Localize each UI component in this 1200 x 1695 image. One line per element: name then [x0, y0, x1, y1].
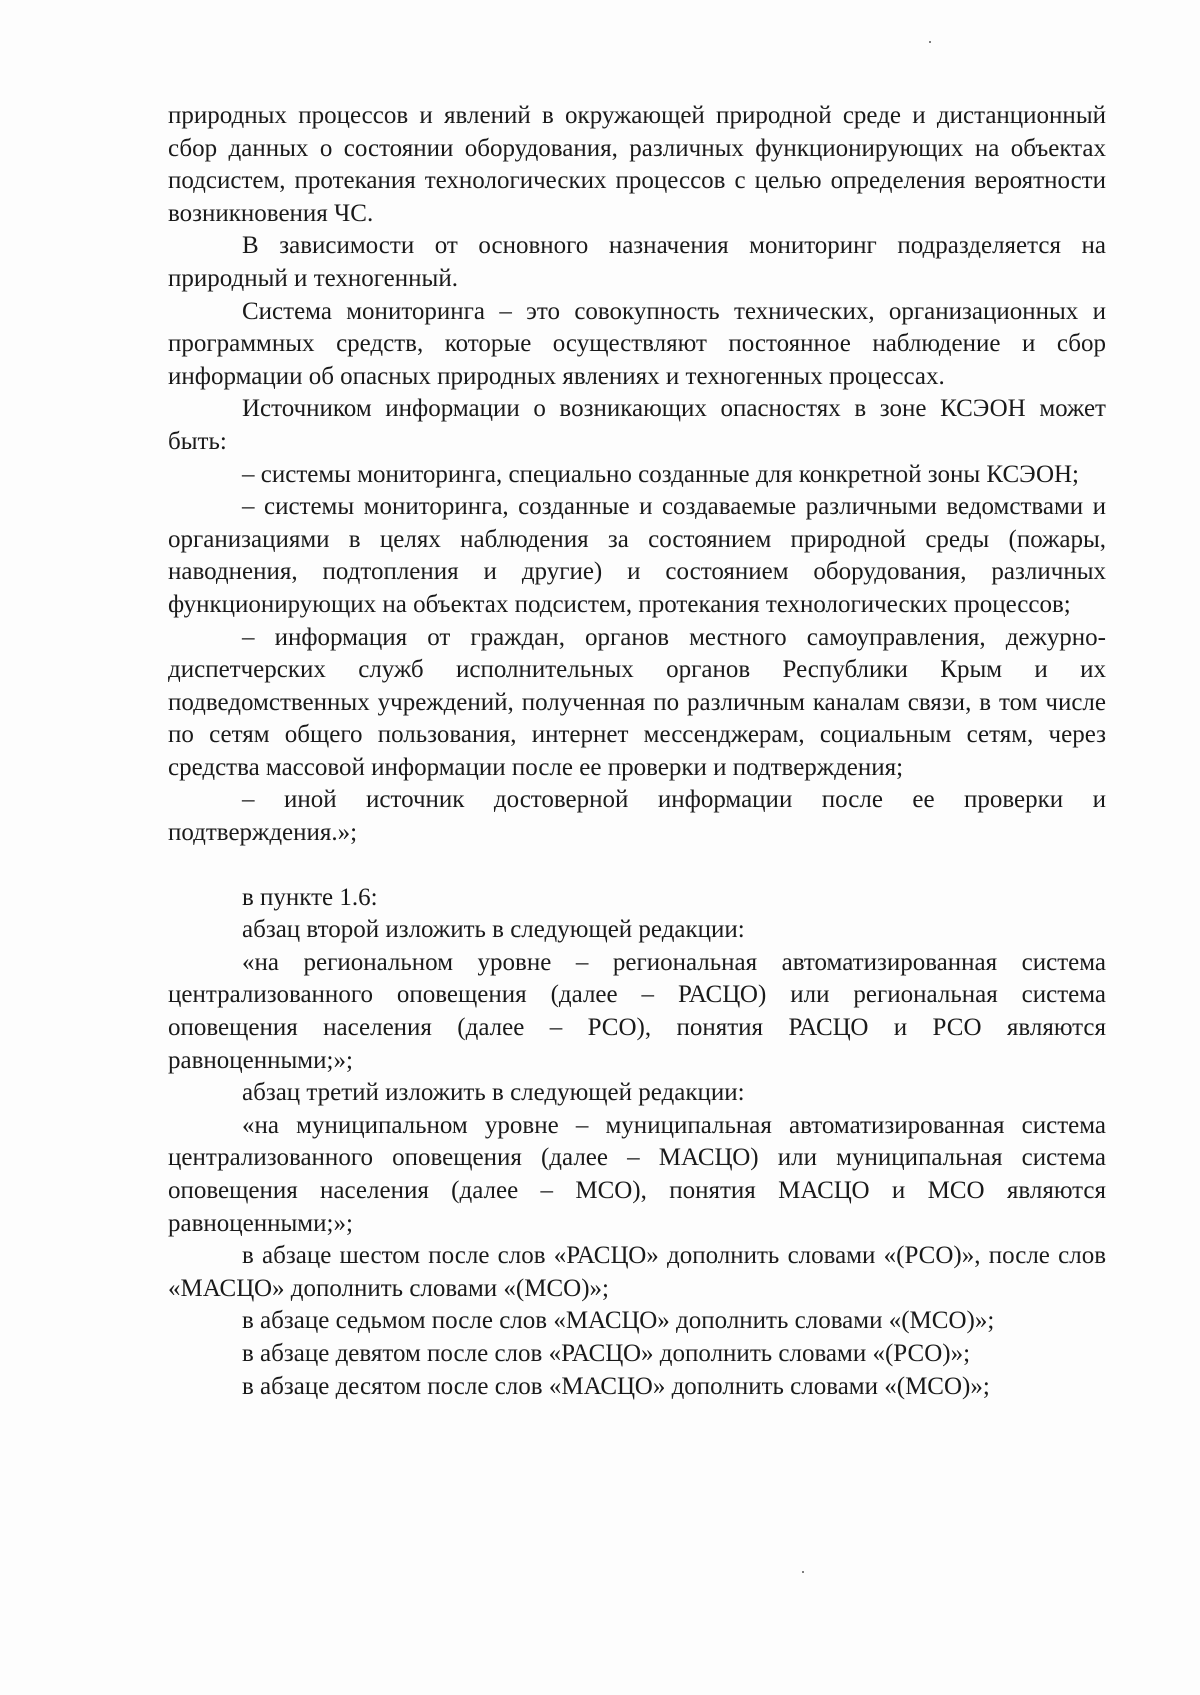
scan-speck — [802, 1571, 804, 1573]
paragraph-continuation: природных процессов и явлений в окружающей природной среде и дистанционный сбор данных о состоянии оборудования, различных функционирующих на объектах подсистем, протекания технологических процессов с целью определения вероятности возникновения ЧС. — [168, 102, 1106, 227]
paragraph-gap — [168, 850, 1106, 882]
paragraph-clause-heading: в пункте 1.6: — [242, 883, 378, 911]
scan-speck — [929, 41, 931, 43]
paragraph-amendment: в абзаце десятом после слов «МАСЦО» дополнить словами «(МСО)»; — [242, 1372, 990, 1400]
list-item-source: – иной источник достоверной информации после ее проверки и подтверждения.»; — [168, 786, 1106, 847]
document-body — [168, 100, 1106, 1403]
paragraph-amendment: в абзаце шестом после слов «РАСЦО» дополнить словами «(РСО)», после слов «МАСЦО» дополнить словами «(МСО)»; — [168, 1242, 1106, 1302]
paragraph-amendment: в абзаце девятом после слов «РАСЦО» дополнить словами «(РСО)»; — [242, 1339, 971, 1367]
paragraph-monitoring-purpose: В зависимости от основного назначения мониторинг подразделяется на природный и техногенный. — [168, 232, 1106, 292]
paragraph-information-sources: Источником информации о возникающих опасностях в зоне КСЭОН может быть: — [168, 395, 1106, 455]
paragraph-amendment: абзац третий изложить в следующей редакции: — [242, 1079, 745, 1107]
paragraph-amendment: абзац второй изложить в следующей редакции: — [242, 916, 745, 944]
list-item-source: – системы мониторинга, созданные и создаваемые различными ведомствами и организациями в целях наблюдения за состоянием природной среды (пожары, наводнения, подтопления и другие) и состоянием оборудования, различных функционирующих на объектах подсистем, протекания технологических процессов; — [168, 493, 1106, 618]
paragraph-monitoring-system: Система мониторинга – это совокупность технических, организационных и программных средств, которые осуществляют постоянное наблюдение и сбор информации об опасных природных явлениях и техногенных процессах. — [168, 297, 1106, 390]
list-item-source: – информация от граждан, органов местного самоуправления, дежурно-диспетчерских служб исполнительных органов Республики Крым и их подведомственных учреждений, полученная по различным каналам связи, в том числе по сетям общего пользования, интернет мессенджерам, социальным сетям, через средства массовой информации после ее проверки и подтверждения; — [168, 623, 1106, 781]
paragraph-amendment-text: «на региональном уровне – региональная автоматизированная система централизованного оповещения (далее – РАСЦО) или региональная система оповещения населения (далее – РСО), понятия РАСЦО и РСО являются равноценными;»; — [168, 948, 1106, 1074]
paragraph-amendment: в абзаце седьмом после слов «МАСЦО» дополнить словами «(МСО)»; — [242, 1307, 995, 1335]
list-item-source: – системы мониторинга, специально созданные для конкретной зоны КСЭОН; — [242, 460, 1079, 488]
paragraph-amendment-text: «на муниципальном уровне – муниципальная автоматизированная система централизованного оповещения (далее – МАСЦО) или муниципальная система оповещения населения (далее – МСО), понятия МАСЦО и МСО являются равноценными;»; — [168, 1111, 1106, 1237]
